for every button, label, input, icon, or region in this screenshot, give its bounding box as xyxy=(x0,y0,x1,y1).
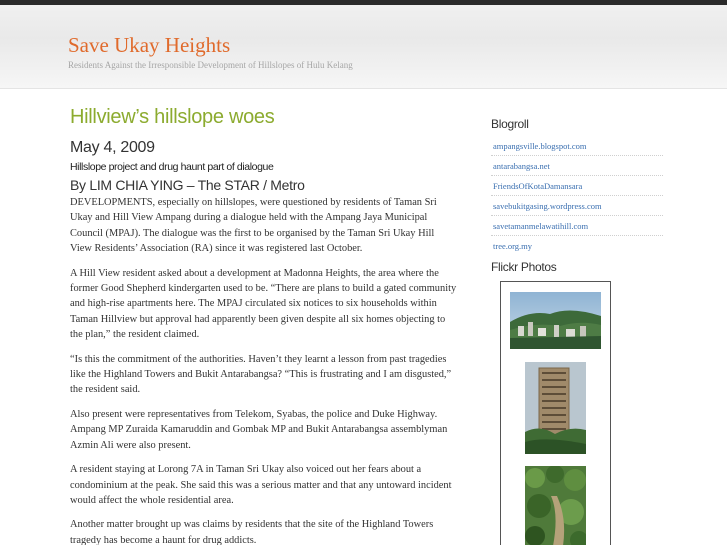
site-description: Residents Against the Irresponsible Development of Hillslopes of Hulu Kelang xyxy=(68,60,353,70)
blogroll-link[interactable]: ampangsville.blogspot.com xyxy=(491,136,663,156)
post-paragraph: A Hill View resident asked about a development at Madonna Heights, the area where the former Good Shepherd kindergarten used to be. “There are plans to build a gated community and high-rise apartments here. The MPAJ circulated six notices to six households within Taman Hillview but approval had apparently been given despite all six homes objecting to the plan,” the resident claimed. xyxy=(70,267,457,341)
sidebar xyxy=(491,117,663,274)
photo-icon xyxy=(525,466,586,545)
post-paragraph: Also present were representatives from Telekom, Syabas, the police and Duke Highway. Ampang MP Zuraida Kamaruddin and Gombak MP and Bukit Antarabangsa assemblyman Azmin Ali were also present. xyxy=(70,408,448,451)
forest-slope-photo[interactable] xyxy=(525,466,586,545)
blogroll-link[interactable]: antarabangsa.net xyxy=(491,156,663,176)
highrise-tower-photo[interactable] xyxy=(525,362,586,454)
post-paragraph: Another matter brought up was claims by residents that the site of the Highland Towers tragedy has become a haunt for drug addicts. xyxy=(70,519,434,545)
post-body xyxy=(70,195,458,545)
hillside-town-photo[interactable] xyxy=(510,292,601,349)
photo-icon xyxy=(525,362,586,454)
post-paragraph: DEVELOPMENTS, especially on hillslopes, were questioned by residents of Taman Sri Ukay and Hill View Ampang during a dialogue held with the Ampang Jaya Municipal Council (MPAJ). The dialogue was the first to be organised by the Taman Sri Ukay Hill View Residents’ Association (RA) since it was registered last October. xyxy=(70,197,437,255)
blogroll-list xyxy=(491,136,663,256)
blogroll-link[interactable]: savetamanmelawatihill.com xyxy=(491,216,663,236)
blogroll-link[interactable]: savebukitgasing.wordpress.com xyxy=(491,196,663,216)
blogroll-link[interactable]: tree.org.my xyxy=(493,241,533,251)
post-byline: By LIM CHIA YING – The STAR / Metro xyxy=(70,177,305,193)
photo-icon xyxy=(510,292,601,349)
post-subtitle: Hillslope project and drug haunt part of dialogue xyxy=(70,161,274,173)
post-title-link[interactable]: Hillview’s hillslope woes xyxy=(70,106,275,128)
main-content xyxy=(70,106,458,545)
post-date: May 4, 2009 xyxy=(70,139,155,156)
post-paragraph: A resident staying at Lorong 7A in Taman Sri Ukay also voiced out her fears about a condominium at the peak. She said this was a serious matter and that any untoward incident would affect the whole residential area. xyxy=(70,464,452,506)
blogroll-link[interactable]: FriendsOfKotaDamansara xyxy=(491,176,663,196)
blogroll-title: Blogroll xyxy=(491,117,529,131)
post-paragraph: “Is this the commitment of the authorities. Haven’t they learnt a lesson from past tragedies like the Highland Towers and Bukit Antarabangsa? “This is frustrating and I am disgusted,” the resident said. xyxy=(70,353,452,396)
flickr-photos-box xyxy=(500,281,611,545)
site-header xyxy=(0,5,727,89)
site-title-link[interactable]: Save Ukay Heights xyxy=(68,33,231,57)
flickr-photos-title: Flickr Photos xyxy=(491,260,557,274)
